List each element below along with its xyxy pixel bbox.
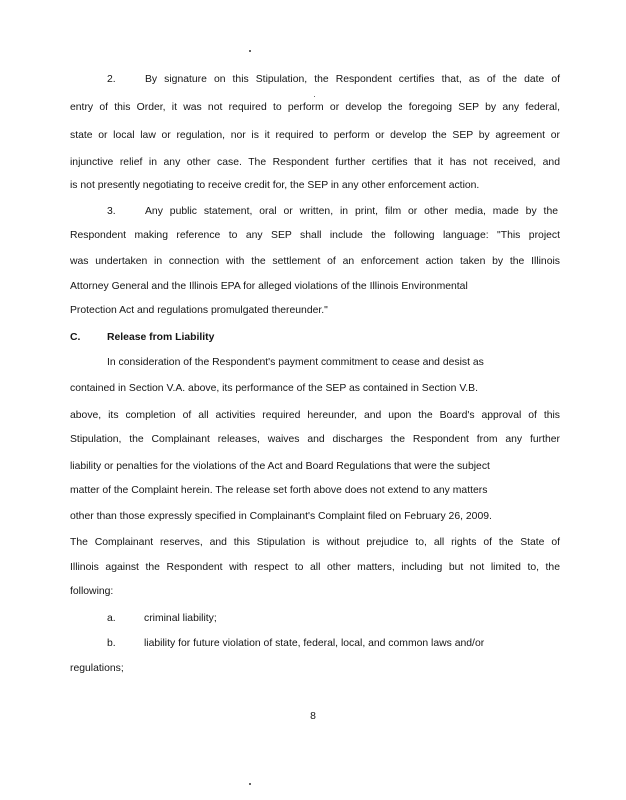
section-c-heading: Release from Liability (107, 332, 215, 343)
list-item-a-letter: a. (107, 613, 116, 624)
scan-speck (249, 783, 251, 785)
paragraph-2-number: 2. (107, 74, 116, 85)
paragraph-3-line-1: Any public statement, oral or written, in print, film or other media, made by the (145, 206, 558, 217)
scan-speck (249, 50, 251, 52)
section-c-line-2: contained in Section V.A. above, its performance of the SEP as contained in Section V.B. (70, 383, 478, 394)
paragraph-2-line-5: is not presently negotiating to receive credit for, the SEP in any other enforcement action. (70, 180, 480, 191)
list-item-b-letter: b. (107, 638, 116, 649)
paragraph-3-number: 3. (107, 206, 116, 217)
section-c-letter: C. (70, 332, 81, 343)
section-c-line-5: liability or penalties for the violations of the Act and Board Regulations that were the subject (70, 461, 490, 472)
section-c-line-4: Stipulation, the Complainant releases, waives and discharges the Respondent from any further (70, 434, 560, 445)
section-c-line-10: following: (70, 586, 114, 597)
list-item-b-continuation: regulations; (70, 663, 124, 674)
paragraph-2-line-4: injunctive relief in any other case. The Respondent further certifies that it has not received, and (70, 157, 560, 168)
paragraph-3-line-2: Respondent making reference to any SEP shall include the following language: "This project (70, 230, 560, 241)
section-c-line-7: other than those expressly specified in Complainant's Complaint filed on February 26, 2009. (70, 511, 492, 522)
section-c-line-8: The Complainant reserves, and this Stipulation is without prejudice to, all rights of the State of (70, 537, 560, 548)
section-c-line-6: matter of the Complaint herein. The release set forth above does not extend to any matters (70, 485, 488, 496)
section-c-line-3: above, its completion of all activities required hereunder, and upon the Board's approval of this (70, 410, 560, 421)
scan-speck (314, 96, 315, 97)
section-c-line-1: In consideration of the Respondent's payment commitment to cease and desist as (107, 357, 484, 368)
paragraph-2-line-1: By signature on this Stipulation, the Respondent certifies that, as of the date of (145, 74, 560, 85)
paragraph-2-line-2: entry of this Order, it was not required to perform or develop the foregoing SEP by any federal, (70, 102, 560, 113)
paragraph-3-line-4: Attorney General and the Illinois EPA for alleged violations of the Illinois Environmental (70, 281, 468, 292)
paragraph-3-line-3: was undertaken in connection with the settlement of an enforcement action taken by the Illinois (70, 256, 560, 267)
paragraph-2-line-3: state or local law or regulation, nor is it required to perform or develop the SEP by agreement or (70, 130, 560, 141)
section-c-line-9: Illinois against the Respondent with respect to all other matters, including but not limited to, the (70, 562, 560, 573)
list-item-a-text: criminal liability; (144, 613, 217, 624)
paragraph-3-line-5: Protection Act and regulations promulgated thereunder." (70, 305, 328, 316)
page-number: 8 (310, 711, 316, 722)
list-item-b-text: liability for future violation of state, federal, local, and common laws and/or (144, 638, 485, 649)
